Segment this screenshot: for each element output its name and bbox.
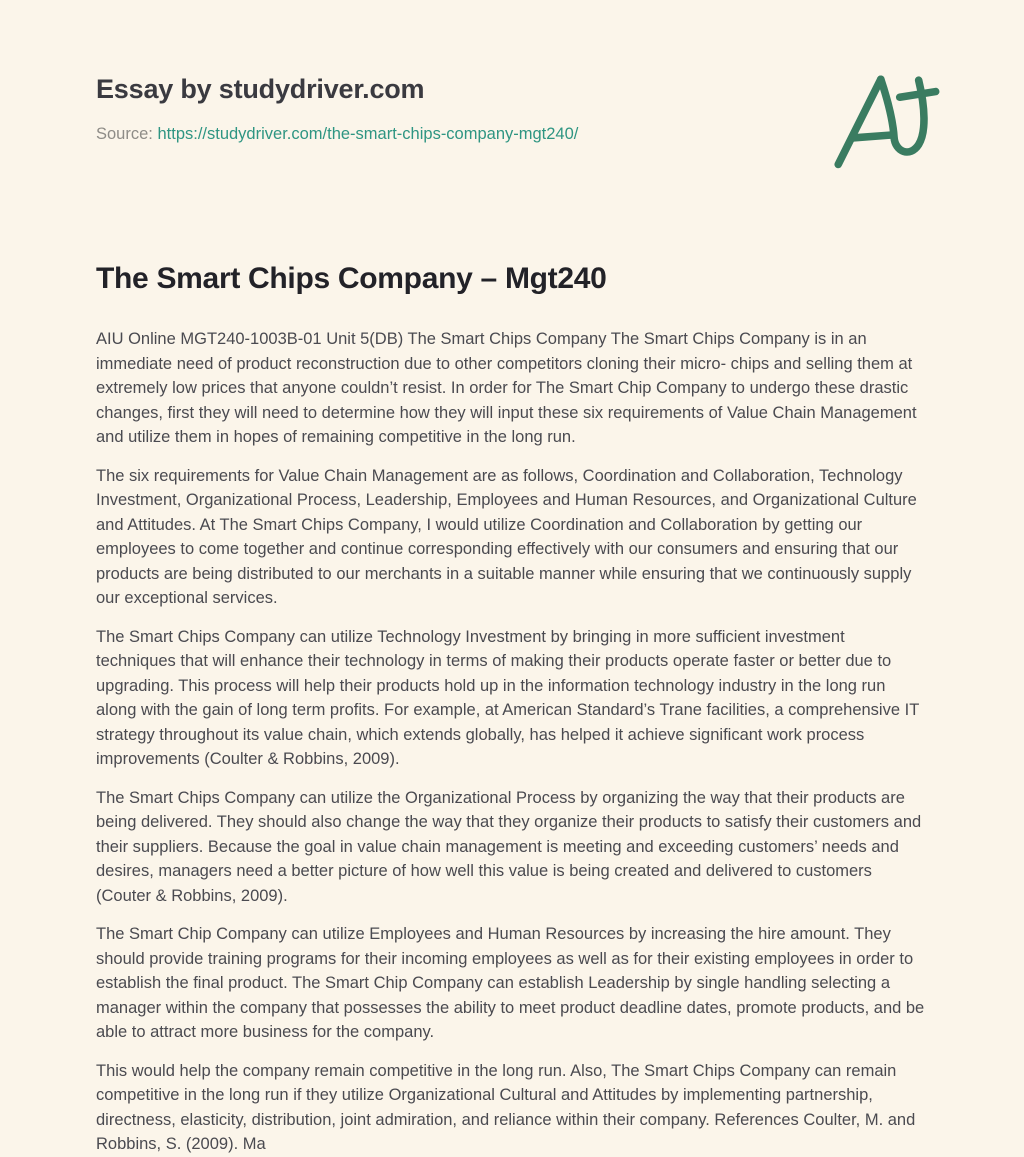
essay-paragraph: The six requirements for Value Chain Management are as follows, Coordination and Collaboration, Technology Investment, Organizational Process, Leadership, Employees and Human Resources, and Organizational Culture and Attitudes. At The Smart Chips Company, I would utilize Coordination and Collaboration by getting our employees to come together and continue corresponding effectively with our consumers and ensuring that our products are being distributed to our merchants in a suitable manner while ensuring that we continuously supply our exceptional services. (96, 466, 917, 607)
essay-paragraph: The Smart Chip Company can utilize Employees and Human Resources by increasing the hire amount. They should provide training programs for their incoming employees as well as for their existing employees in order to establish the final product. The Smart Chip Company can establish Leadership by single handling selecting a manager within the company that possesses the ability to meet product deadline dates, promote products, and be able to attract more business for the company. (96, 925, 925, 1041)
essay-paragraph: AIU Online MGT240-1003B-01 Unit 5(DB) The Smart Chips Company The Smart Chips Company is in an immediate need of product reconstruction due to other competitors cloning their micro- chips and selling them at extremely low prices that anyone couldn’t resist. In order for The Smart Chip Company to undergo these drastic changes, first they will need to determine how they will input these six requirements of Value Chain Management and utilize them in hopes of remaining competitive in the long run. (96, 330, 917, 446)
essay-main (96, 261, 928, 1157)
studydriver-logo (824, 66, 948, 172)
source-link[interactable]: https://studydriver.com/the-smart-chips-company-mgt240/ (157, 125, 579, 143)
page-header (96, 0, 928, 145)
source-line (96, 123, 928, 145)
a-plus-logo-icon (824, 66, 948, 172)
essay-body (96, 327, 928, 1157)
essay-title: The Smart Chips Company – Mgt240 (96, 262, 607, 295)
site-title: Essay by studydriver.com (96, 74, 425, 104)
essay-paragraph: The Smart Chips Company can utilize Technology Investment by bringing in more sufficient investment techniques that will enhance their technology in terms of making their products operate faster or better due to upgrading. This process will help their products hold up in the information technology industry in the long run along with the gain of long term profits. For example, at American Standard’s Trane facilities, a comprehensive IT strategy throughout its value chain, which extends globally, has helped it achieve significant work process improvements (Coulter & Robbins, 2009). (96, 627, 919, 768)
essay-paragraph: The Smart Chips Company can utilize the Organizational Process by organizing the way that their products are being delivered. They should also change the way that they organize their products to satisfy their customers and their suppliers. Because the goal in value chain management is meeting and exceeding customers’ needs and desires, managers need a better picture of how well this value is being created and delivered to customers (Couter & Robbins, 2009). (96, 788, 922, 905)
source-label: Source: (96, 125, 153, 143)
essay-paragraph: This would help the company remain competitive in the long run. Also, The Smart Chips Company can remain competitive in the long run if they utilize Organizational Cultural and Attitudes by implementing partnership, directness, elasticity, distribution, joint admiration, and reliance within their company. References Coulter, M. and Robbins, S. (2009). Ma (96, 1061, 916, 1153)
